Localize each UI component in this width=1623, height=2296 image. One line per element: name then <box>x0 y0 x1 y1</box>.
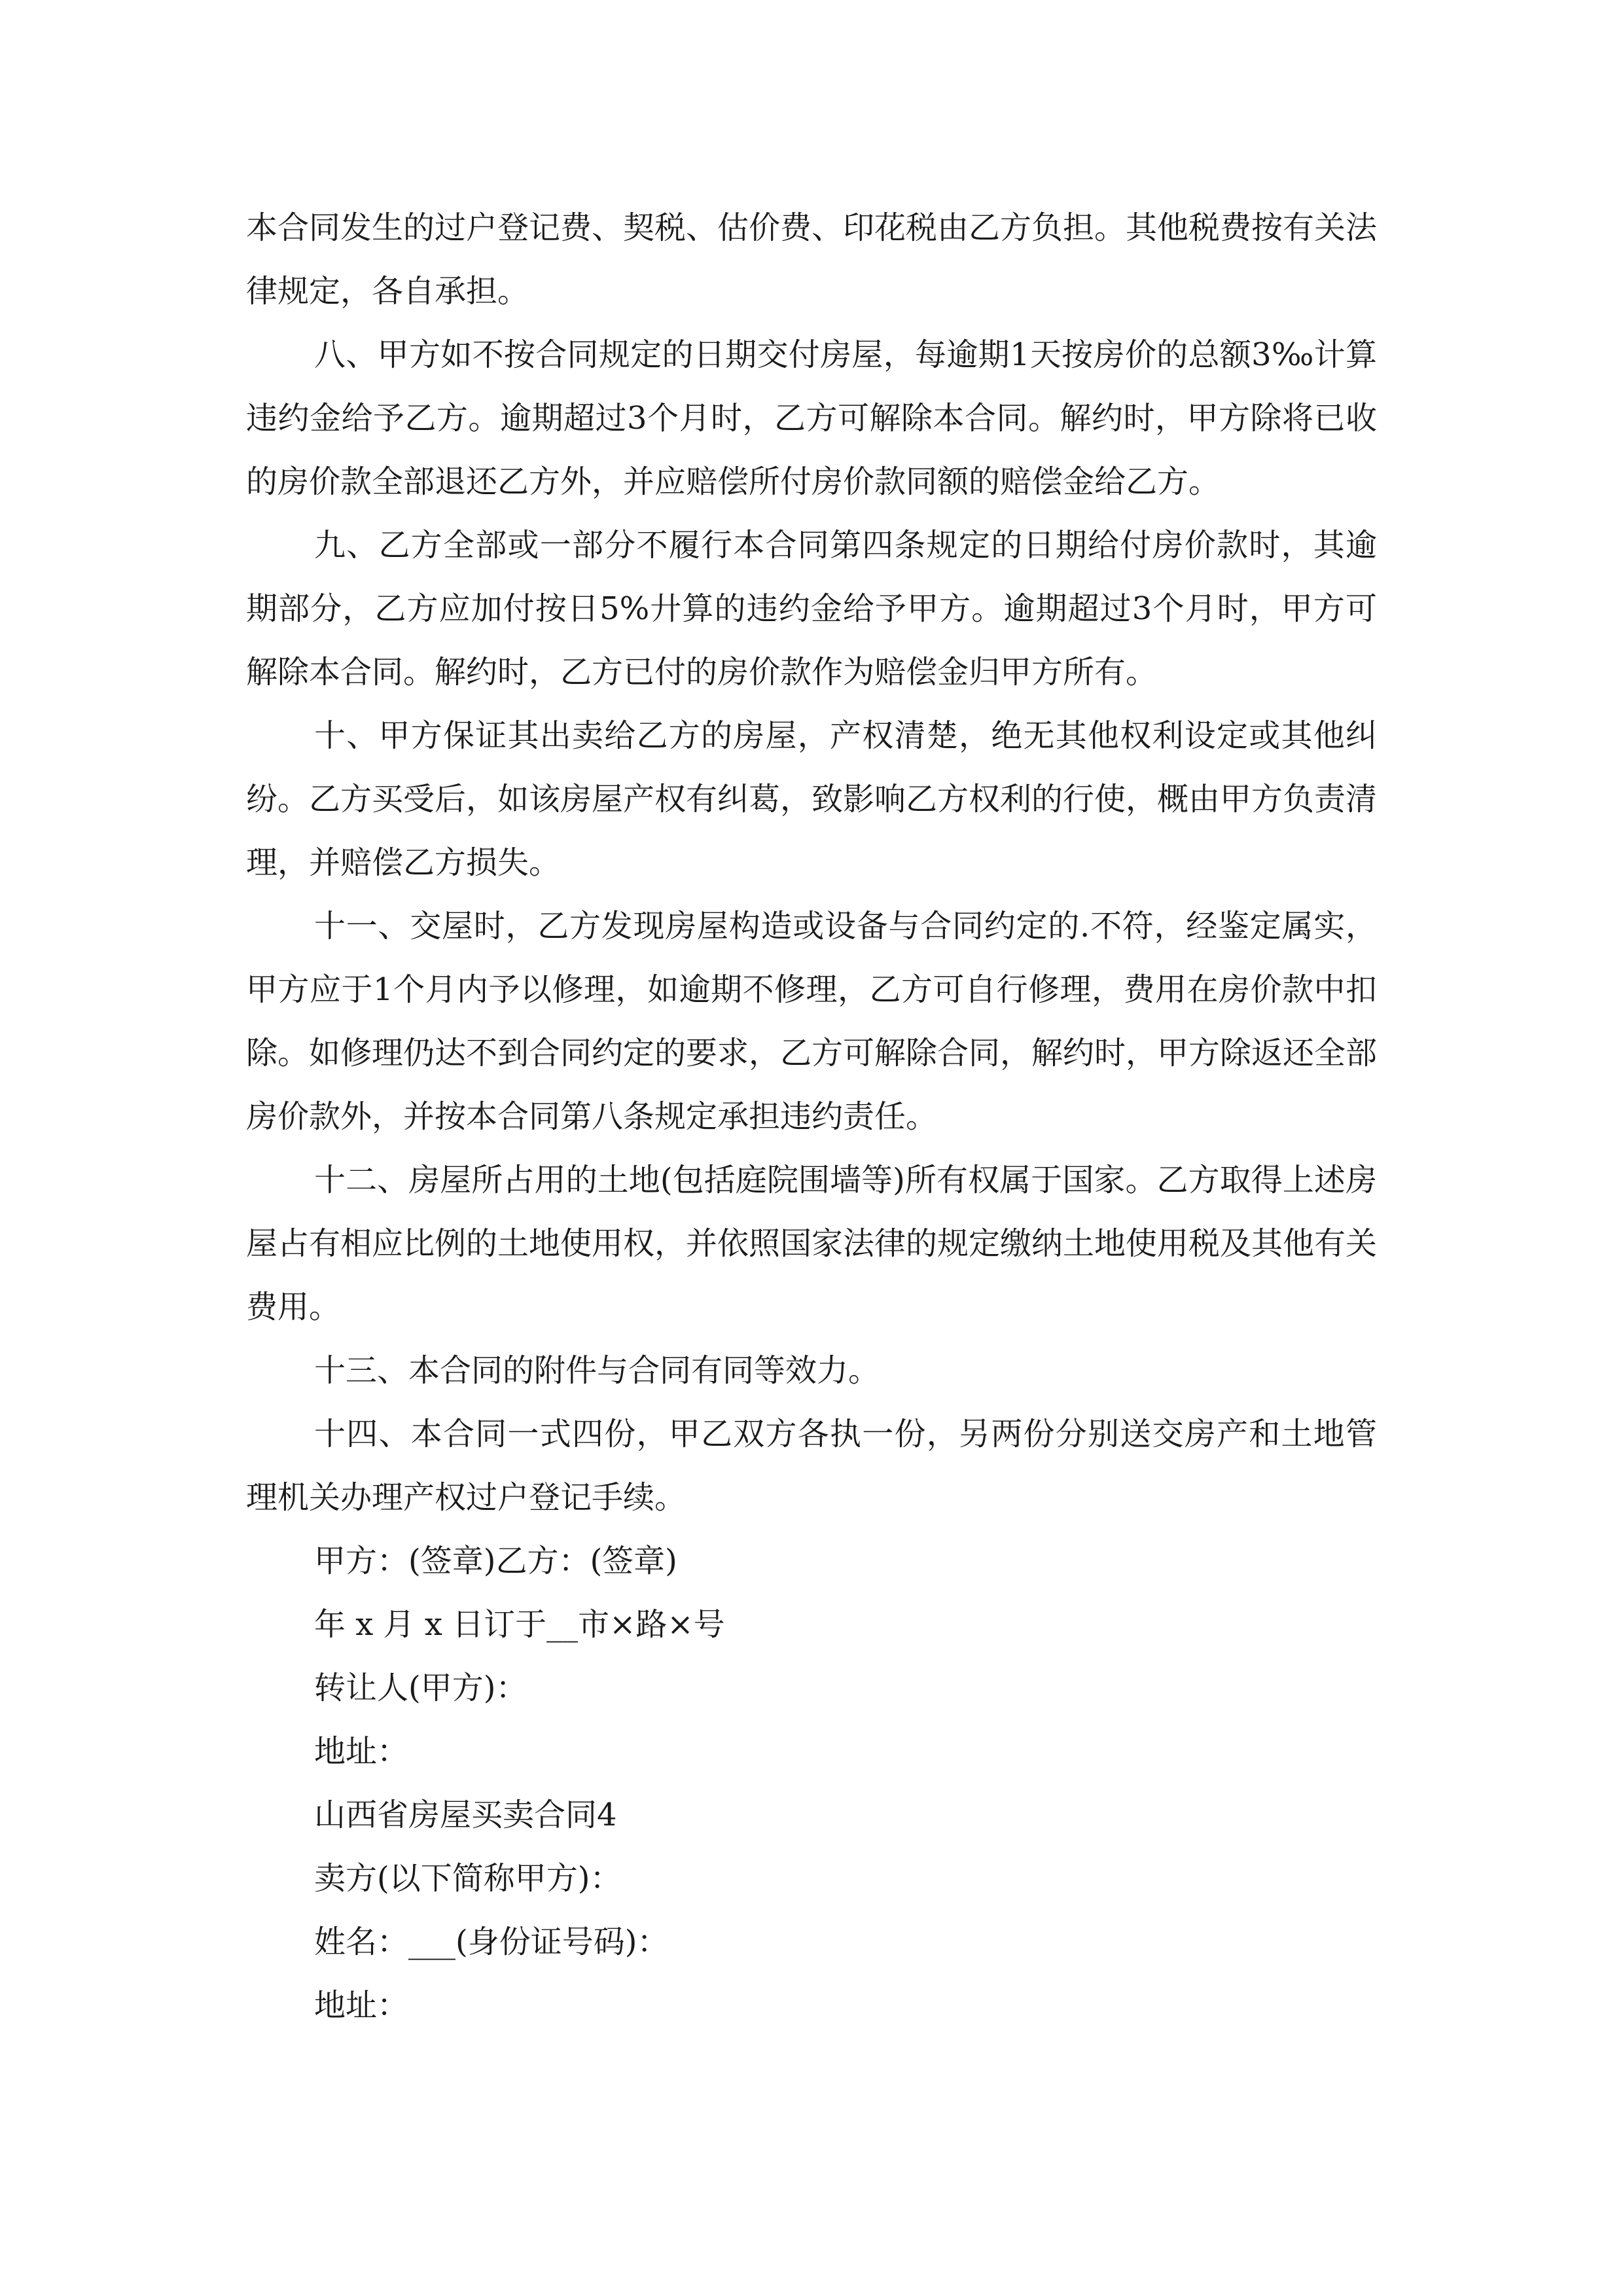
clause-13: 十三、本合同的附件与合同有同等效力。 <box>314 1352 880 1389</box>
clause-12: 十二、房屋所占用的土地(包括庭院围墙等)所有权属于国家。乙方取得上述房屋占有相应比例的土地使用权，并依照国家法律的规定缴纳土地使用税及其他有关费用。 <box>246 1162 1378 1325</box>
clause-taxes-continuation: 本合同发生的过户登记费、契税、估价费、印花税由乙方负担。其他税费按有关法律规定，各自承担。 <box>246 209 1378 310</box>
contract-title-4: 山西省房屋买卖合同4 <box>314 1797 617 1833</box>
seller-label: 卖方(以下简称甲方)： <box>314 1860 622 1897</box>
contract-body <box>246 196 1377 2037</box>
clause-9: 九、乙方全部或一部分不履行本合同第四条规定的日期给付房价款时，其逾期部分，乙方应加付按日5%廾算的违约金给予甲方。逾期超过3个月时，甲方可解除本合同。解约时，乙方已付的房价款作为赔偿金归甲方所有。 <box>246 527 1377 691</box>
name-id-label: 姓名：___(身份证号码)： <box>314 1924 669 1960</box>
clause-11: 十一、交屋时，乙方发现房屋构造或设备与合同约定的.不符，经鉴定属实，甲方应于1个月内予以修理，如逾期不修理，乙方可自行修理，费用在房价款中扣除。如修理仍达不到合同约定的要求，乙方可解除合同，解约时，甲方除返还全部房价款外，并按本合同第八条规定承担违约责任。 <box>246 908 1378 1135</box>
date-place-line: 年 x 月 x 日订于__市×路×号 <box>314 1606 725 1643</box>
clause-8: 八、甲方如不按合同规定的日期交付房屋，每逾期1天按房价的总额3‰计算违约金给予乙方。逾期超过3个月时，乙方可解除本合同。解约时，甲方除将已收的房价款全部退还乙方外，并应赔偿所付房价款同额的赔偿金给乙方。 <box>246 336 1377 500</box>
signature-line: 甲方：(签章)乙方：(签章) <box>314 1543 677 1579</box>
clause-14: 十四、本合同一式四份，甲乙双方各执一份，另两份分别送交房产和土地管理机关办理产权过户登记手续。 <box>246 1416 1377 1516</box>
address-label: 地址： <box>314 1733 409 1770</box>
seller-address-label: 地址： <box>314 1987 409 2024</box>
transferor-label: 转让人(甲方)： <box>314 1670 527 1706</box>
clause-10: 十、甲方保证其出卖给乙方的房屋，产权清楚，绝无其他权利设定或其他纠纷。乙方买受后，如该房屋产权有纠葛，致影响乙方权利的行使，概由甲方负责清理，并赔偿乙方损失。 <box>246 717 1378 881</box>
